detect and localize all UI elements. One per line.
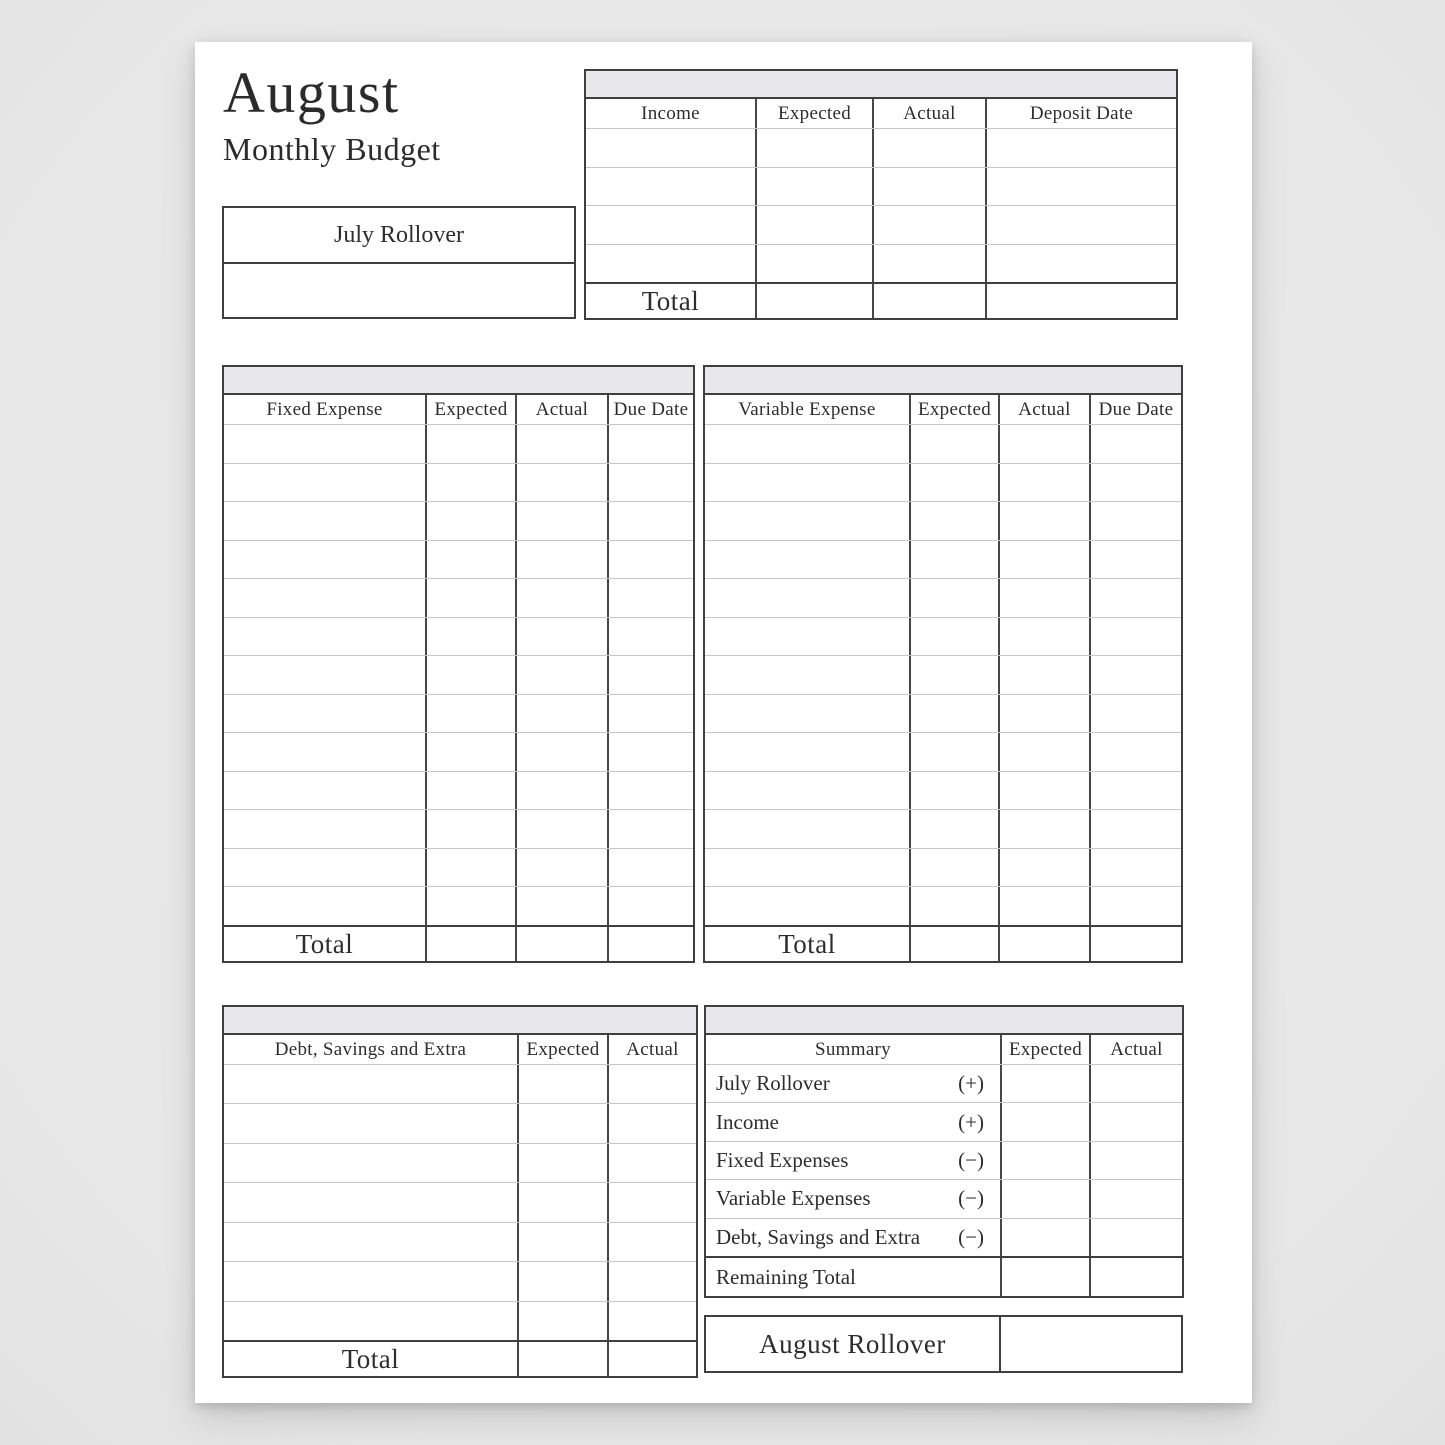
income-table [584, 69, 1178, 320]
table-cell [609, 425, 693, 463]
table-row [224, 618, 693, 657]
table-row [586, 129, 1176, 168]
table-cell [519, 1302, 609, 1340]
table-cell [609, 464, 693, 502]
column-header-expected: Expected [427, 395, 517, 424]
table-row [224, 579, 693, 618]
summary-table [704, 1005, 1184, 1298]
table-cell [609, 579, 693, 617]
table-cell [609, 810, 693, 848]
table-cell [705, 656, 911, 694]
table-row [705, 849, 1181, 888]
table-cell [427, 810, 517, 848]
table-cell [1091, 502, 1181, 540]
table-cell [987, 245, 1176, 283]
table-cell [1091, 695, 1181, 733]
table-cell [1091, 1219, 1182, 1256]
table-cell [1002, 1065, 1091, 1102]
debt-savings-header-band [224, 1007, 696, 1035]
summary-row-sign: (+) [958, 1071, 984, 1096]
table-row [705, 464, 1181, 503]
income-table-total-row [586, 282, 1176, 318]
table-cell [1002, 1142, 1091, 1179]
table-row [224, 887, 693, 925]
summary-row-sign: (−) [958, 1186, 984, 1211]
table-row [224, 1223, 696, 1262]
column-header-due-date: Due Date [613, 398, 689, 420]
variable-expense-rows [705, 425, 1181, 925]
total-label: Total [705, 927, 911, 961]
table-cell [1000, 887, 1091, 925]
table-cell [911, 618, 1000, 656]
table-cell [519, 1183, 609, 1221]
table-cell [1091, 1180, 1182, 1217]
table-cell [705, 695, 911, 733]
table-row [224, 695, 693, 734]
variable-expense-table [703, 365, 1183, 963]
total-label: Total [224, 927, 427, 961]
total-value-cell [519, 1342, 609, 1376]
table-cell [517, 541, 609, 579]
table-cell [586, 206, 757, 244]
table-cell [874, 206, 987, 244]
variable-expense-column-headers [705, 395, 1181, 425]
table-cell [427, 772, 517, 810]
table-cell [1091, 887, 1181, 925]
table-cell [705, 733, 911, 771]
income-table-rows [586, 129, 1176, 282]
table-cell [224, 1262, 519, 1300]
table-cell [1000, 502, 1091, 540]
table-cell [427, 849, 517, 887]
remaining-total-value-cell [1091, 1258, 1182, 1296]
table-row [705, 733, 1181, 772]
table-cell [609, 1183, 696, 1221]
table-cell [1091, 541, 1181, 579]
table-cell [987, 168, 1176, 206]
table-cell [224, 849, 427, 887]
total-label: Total [586, 284, 757, 318]
table-cell [224, 502, 427, 540]
table-cell [705, 579, 911, 617]
summary-row-label-group [706, 1065, 1002, 1102]
total-value-cell [874, 284, 987, 318]
table-cell [911, 502, 1000, 540]
debt-savings-extra-table [222, 1005, 698, 1378]
table-cell [427, 464, 517, 502]
table-cell [519, 1262, 609, 1300]
table-cell [757, 206, 874, 244]
table-cell [224, 810, 427, 848]
table-cell [987, 206, 1176, 244]
table-cell [911, 695, 1000, 733]
table-cell [224, 1302, 519, 1340]
table-row [224, 1183, 696, 1222]
table-row [224, 849, 693, 888]
column-header-summary: Summary [706, 1035, 1002, 1064]
fixed-expense-total-row [224, 925, 693, 961]
summary-row-label: Fixed Expenses [716, 1148, 849, 1173]
summary-row-fixed-expenses [706, 1142, 1182, 1180]
summary-row-label-group [706, 1219, 1002, 1256]
table-cell [874, 129, 987, 167]
table-row [224, 1144, 696, 1183]
table-cell [609, 618, 693, 656]
august-rollover-value-cell [1001, 1317, 1181, 1371]
fixed-expense-column-headers [224, 395, 693, 425]
table-cell [609, 1104, 696, 1142]
table-row [224, 1104, 696, 1143]
table-cell [224, 618, 427, 656]
table-cell [609, 1262, 696, 1300]
table-row [224, 1065, 696, 1104]
column-header-actual: Actual [1110, 1038, 1163, 1060]
summary-row-label-group [706, 1142, 1002, 1179]
table-cell [1000, 772, 1091, 810]
table-cell [1091, 618, 1181, 656]
table-cell [1000, 810, 1091, 848]
table-cell [517, 695, 609, 733]
table-cell [911, 541, 1000, 579]
table-cell [1000, 733, 1091, 771]
table-row [705, 695, 1181, 734]
column-header-expected: Expected [757, 99, 874, 128]
table-row [224, 772, 693, 811]
table-cell [224, 656, 427, 694]
table-row [586, 206, 1176, 245]
table-cell [911, 464, 1000, 502]
column-header-debt-savings-extra: Debt, Savings and Extra [224, 1035, 519, 1064]
table-cell [1091, 656, 1181, 694]
table-row [224, 810, 693, 849]
summary-row-sign: (−) [958, 1224, 984, 1249]
column-header-variable-expense: Variable Expense [705, 395, 911, 424]
column-header-expected: Expected [1002, 1035, 1091, 1064]
table-cell [427, 656, 517, 694]
table-cell [705, 618, 911, 656]
table-cell [609, 695, 693, 733]
summary-row-july-rollover [706, 1065, 1182, 1103]
table-cell [911, 810, 1000, 848]
remaining-total-label: Remaining Total [706, 1258, 1002, 1296]
table-cell [517, 656, 609, 694]
table-cell [586, 245, 757, 283]
table-row [705, 502, 1181, 541]
table-row [224, 502, 693, 541]
table-cell [224, 1144, 519, 1182]
summary-row-label: July Rollover [716, 1071, 830, 1096]
table-cell [1000, 464, 1091, 502]
total-value-cell [609, 927, 693, 961]
table-cell [705, 849, 911, 887]
table-row [705, 810, 1181, 849]
table-cell [224, 425, 427, 463]
july-rollover-label: July Rollover [224, 208, 574, 264]
total-value-cell [427, 927, 517, 961]
table-cell [1091, 464, 1181, 502]
table-cell [1000, 695, 1091, 733]
table-cell [757, 129, 874, 167]
table-row [224, 656, 693, 695]
table-cell [609, 733, 693, 771]
summary-row-label: Debt, Savings and Extra [716, 1224, 921, 1249]
table-row [705, 425, 1181, 464]
table-cell [609, 502, 693, 540]
table-cell [1091, 810, 1181, 848]
table-cell [705, 502, 911, 540]
table-cell [427, 887, 517, 925]
table-cell [586, 168, 757, 206]
table-cell [1002, 1180, 1091, 1217]
table-cell [911, 733, 1000, 771]
table-cell [517, 887, 609, 925]
table-cell [609, 1144, 696, 1182]
summary-row-sign: (−) [958, 1148, 984, 1173]
total-label: Total [224, 1342, 519, 1376]
table-cell [517, 425, 609, 463]
table-cell [224, 695, 427, 733]
summary-row-income [706, 1103, 1182, 1141]
table-cell [519, 1104, 609, 1142]
summary-row-debt-savings-extra [706, 1219, 1182, 1256]
table-cell [427, 579, 517, 617]
table-cell [586, 129, 757, 167]
table-cell [987, 129, 1176, 167]
july-rollover-value-cell [224, 264, 574, 317]
table-row [705, 887, 1181, 925]
column-header-deposit-date: Deposit Date [1029, 102, 1134, 124]
total-value-cell [911, 927, 1000, 961]
table-cell [705, 541, 911, 579]
table-cell [705, 887, 911, 925]
summary-row-sign: (+) [958, 1109, 984, 1134]
table-cell [224, 1183, 519, 1221]
table-cell [224, 1065, 519, 1103]
table-cell [705, 425, 911, 463]
table-cell [1000, 541, 1091, 579]
table-cell [224, 579, 427, 617]
table-cell [1091, 849, 1181, 887]
table-cell [517, 464, 609, 502]
table-cell [609, 1065, 696, 1103]
planner-page [195, 42, 1252, 1403]
table-cell [874, 168, 987, 206]
summary-row-label: Income [716, 1109, 779, 1134]
table-cell [1002, 1219, 1091, 1256]
table-cell [705, 772, 911, 810]
table-cell [1091, 1065, 1182, 1102]
table-cell [1091, 425, 1181, 463]
table-cell [519, 1144, 609, 1182]
table-row [705, 656, 1181, 695]
table-row [224, 733, 693, 772]
column-header-due-date: Due Date [1098, 398, 1174, 420]
income-table-header-band [586, 71, 1176, 99]
august-rollover-label: August Rollover [706, 1317, 1001, 1371]
column-header-actual: Actual [874, 99, 987, 128]
table-cell [1000, 849, 1091, 887]
table-cell [911, 656, 1000, 694]
table-cell [1000, 656, 1091, 694]
table-cell [609, 541, 693, 579]
table-cell [519, 1065, 609, 1103]
total-value-cell [1091, 927, 1181, 961]
table-cell [224, 541, 427, 579]
fixed-expense-rows [224, 425, 693, 925]
table-row [224, 464, 693, 503]
table-cell [517, 618, 609, 656]
summary-row-label: Variable Expenses [716, 1186, 871, 1211]
total-value-cell [517, 927, 609, 961]
table-cell [427, 541, 517, 579]
table-cell [517, 772, 609, 810]
table-cell [757, 168, 874, 206]
table-cell [224, 1223, 519, 1261]
table-cell [1091, 1103, 1182, 1140]
table-cell [609, 1302, 696, 1340]
table-cell [427, 425, 517, 463]
column-header-actual: Actual [517, 395, 609, 424]
income-table-column-headers [586, 99, 1176, 129]
table-cell [911, 887, 1000, 925]
table-row [586, 168, 1176, 207]
table-cell [911, 772, 1000, 810]
column-header-actual: Actual [1000, 395, 1091, 424]
table-cell [705, 810, 911, 848]
debt-savings-rows [224, 1065, 696, 1340]
table-cell [1091, 772, 1181, 810]
table-row [224, 541, 693, 580]
table-cell [427, 502, 517, 540]
column-header-expected: Expected [519, 1035, 609, 1064]
fixed-expense-header-band [224, 367, 693, 395]
table-row [224, 1302, 696, 1340]
page-title: August [223, 60, 400, 125]
table-cell [757, 245, 874, 283]
table-cell [224, 464, 427, 502]
table-cell [911, 849, 1000, 887]
variable-expense-header-band [705, 367, 1181, 395]
table-cell [609, 887, 693, 925]
table-cell [517, 733, 609, 771]
table-cell [1002, 1103, 1091, 1140]
table-cell [427, 618, 517, 656]
summary-row-variable-expenses [706, 1180, 1182, 1218]
table-row [586, 245, 1176, 283]
table-cell [1091, 1142, 1182, 1179]
table-cell [874, 245, 987, 283]
table-row [705, 618, 1181, 657]
table-cell [517, 810, 609, 848]
table-cell [609, 656, 693, 694]
table-cell [911, 425, 1000, 463]
table-cell [224, 887, 427, 925]
july-rollover-box [222, 206, 576, 319]
table-cell [609, 849, 693, 887]
august-rollover-box [704, 1315, 1183, 1373]
column-header-income: Income [586, 99, 757, 128]
total-value-cell [609, 1342, 696, 1376]
table-cell [1000, 579, 1091, 617]
table-cell [1000, 425, 1091, 463]
table-cell [609, 772, 693, 810]
remaining-total-value-cell [1002, 1258, 1091, 1296]
summary-rows [706, 1065, 1182, 1256]
table-cell [911, 579, 1000, 617]
table-cell [609, 1223, 696, 1261]
table-cell [517, 579, 609, 617]
column-header-expected: Expected [911, 395, 1000, 424]
table-cell [427, 695, 517, 733]
table-row [224, 1262, 696, 1301]
table-row [224, 425, 693, 464]
total-value-cell [1000, 927, 1091, 961]
table-row [705, 541, 1181, 580]
summary-remaining-total-row [706, 1256, 1182, 1296]
summary-header-band [706, 1007, 1182, 1035]
table-row [705, 772, 1181, 811]
column-header-actual: Actual [626, 1038, 679, 1060]
table-cell [427, 733, 517, 771]
title-block [223, 60, 441, 167]
summary-column-headers [706, 1035, 1182, 1065]
table-cell [224, 1104, 519, 1142]
table-cell [517, 849, 609, 887]
table-cell [1091, 579, 1181, 617]
total-value-cell [987, 284, 1176, 318]
column-header-fixed-expense: Fixed Expense [224, 395, 427, 424]
table-cell [224, 733, 427, 771]
total-value-cell [757, 284, 874, 318]
summary-row-label-group [706, 1103, 1002, 1140]
page-subtitle: Monthly Budget [223, 130, 441, 167]
variable-expense-total-row [705, 925, 1181, 961]
summary-row-label-group [706, 1180, 1002, 1217]
table-cell [224, 772, 427, 810]
debt-savings-total-row [224, 1340, 696, 1376]
table-cell [705, 464, 911, 502]
table-cell [519, 1223, 609, 1261]
table-cell [1091, 733, 1181, 771]
table-row [705, 579, 1181, 618]
table-cell [517, 502, 609, 540]
fixed-expense-table [222, 365, 695, 963]
debt-savings-column-headers [224, 1035, 696, 1065]
table-cell [1000, 618, 1091, 656]
